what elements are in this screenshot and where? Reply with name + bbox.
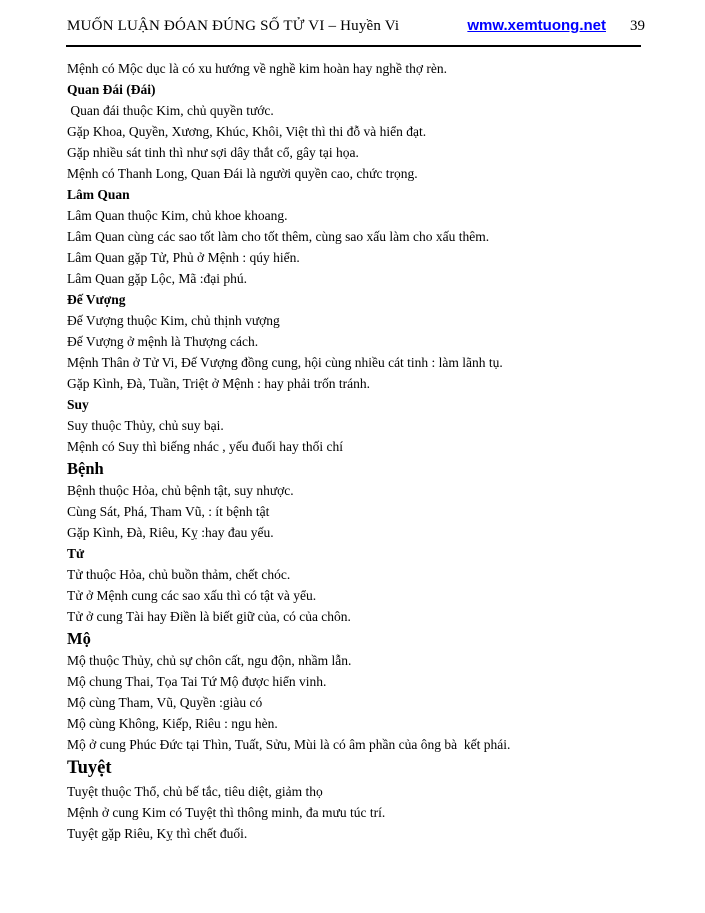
paragraph: Mệnh có Mộc dục là có xu hướng về nghề kim hoàn hay nghề thợ rèn. [67,61,448,76]
paragraph: Mệnh có Suy thì biếng nhác , yếu đuối hay thối chí [67,439,343,454]
paragraph: Tuyệt thuộc Thổ, chủ bế tắc, tiêu diệt, giảm thọ [67,784,323,799]
paragraph: Tử ở cung Tài hay Điền là biết giữ của, có của chôn. [67,609,351,624]
section-heading: Quan Đái (Đái) [67,82,156,97]
section-heading: Bệnh [67,459,104,478]
section-heading: Suy [67,397,89,412]
paragraph: Mộ cùng Không, Kiếp, Riêu : ngu hèn. [67,716,278,731]
section-heading: Tử [67,546,85,561]
section-heading: Tuyệt [67,758,112,778]
paragraph: Mệnh ở cung Kim có Tuyệt thì thông minh, đa mưu túc trí. [67,805,386,820]
header-title: MUỐN LUẬN ĐÓAN ĐÚNG SỐ TỬ VI – Huyền Vi [67,18,400,34]
paragraph: Tử ở Mệnh cung các sao xấu thì có tật và yểu. [67,588,317,603]
paragraph: Gặp Khoa, Quyền, Xương, Khúc, Khôi, Việt thì thi đỗ và hiển đạt. [67,124,427,139]
paragraph: Tuyệt gặp Riêu, Kỵ thì chết đuối. [67,826,248,841]
paragraph: Bệnh thuộc Hỏa, chủ bệnh tật, suy nhược. [67,483,294,498]
paragraph: Gặp Kình, Đà, Riêu, Kỵ :hay đau yếu. [67,525,274,540]
paragraph: Gặp Kình, Đà, Tuần, Triệt ở Mệnh : hay phải trốn tránh. [67,376,370,391]
paragraph: Đế Vượng thuộc Kim, chủ thịnh vượng [67,313,280,328]
section-heading: Đế Vượng [67,292,126,307]
paragraph: Gặp nhiều sát tinh thì như sợi dây thắt cổ, gây tại họa. [67,145,359,160]
paragraph: Mộ thuộc Thủy, chủ sự chôn cất, ngu độn, nhầm lẫn. [67,653,352,668]
paragraph: Mệnh có Thanh Long, Quan Đái là người quyền cao, chức trọng. [67,166,418,181]
page-header [0,0,705,35]
section-heading: Lâm Quan [67,187,130,202]
paragraph: Quan đái thuộc Kim, chủ quyền tước. [67,103,274,118]
section-heading: Mộ [67,629,91,648]
paragraph: Lâm Quan thuộc Kim, chủ khoe khoang. [67,208,288,223]
paragraph: Cùng Sát, Phá, Tham Vũ, : ít bệnh tật [67,504,270,519]
paragraph: Suy thuộc Thủy, chủ suy bại. [67,418,224,433]
paragraph: Lâm Quan cùng các sao tốt làm cho tốt thêm, cùng sao xấu làm cho xấu thêm. [67,229,490,244]
paragraph: Đế Vượng ở mệnh là Thượng cách. [67,334,259,349]
paragraph: Mộ ở cung Phúc Đức tại Thìn, Tuất, Sửu, Mùi là có âm phần của ông bà kết phái. [67,737,511,752]
paragraph: Mệnh Thân ở Tử Vi, Đế Vượng đồng cung, hội cùng nhiều cát tinh : làm lãnh tụ. [67,355,503,370]
paragraph: Mộ chung Thai, Tọa Tai Tứ Mộ được hiển vinh. [67,674,327,689]
paragraph: Tử thuộc Hỏa, chủ buồn thảm, chết chóc. [67,567,291,582]
website-link[interactable]: wmw.xemtuong.net [467,17,606,34]
page-number: 39 [630,18,645,34]
paragraph: Lâm Quan gặp Tử, Phủ ở Mệnh : qúy hiển. [67,250,300,265]
document-body [0,47,705,844]
paragraph: Mộ cùng Tham, Vũ, Quyền :giàu có [67,695,263,710]
paragraph: Lâm Quan gặp Lộc, Mã :đại phú. [67,271,247,286]
